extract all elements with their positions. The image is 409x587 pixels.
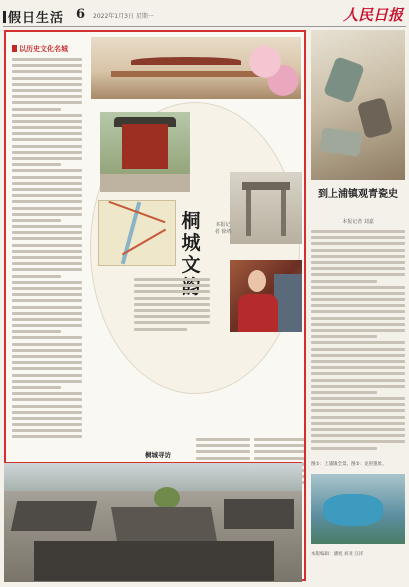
- text-line: [12, 343, 82, 346]
- text-line: [311, 292, 405, 295]
- text-line: [311, 391, 377, 394]
- text-line: [12, 244, 82, 247]
- text-line: [134, 321, 210, 324]
- text-line: [12, 336, 82, 339]
- text-line: [196, 457, 250, 460]
- text-line: [254, 457, 306, 460]
- page-number: 6: [76, 7, 86, 22]
- text-line: [12, 151, 82, 154]
- side-photo-credit: 图①：上浦镇全景。图②：龙窑遗址。: [311, 462, 387, 467]
- text-line: [311, 440, 405, 443]
- text-line: [12, 374, 82, 377]
- text-line: [12, 163, 61, 166]
- text-line: [12, 306, 82, 309]
- visitor-photo: [230, 260, 302, 332]
- text-line: [311, 360, 405, 363]
- photo-captions: [134, 278, 210, 348]
- text-line: [12, 405, 82, 408]
- text-line: [12, 77, 82, 80]
- text-line: [12, 70, 82, 73]
- celadon-shards-photo: [311, 30, 405, 180]
- text-line: [134, 297, 210, 300]
- text-line: [311, 403, 405, 406]
- text-line: [311, 409, 405, 412]
- side-article: [311, 30, 407, 581]
- text-line: [196, 444, 250, 447]
- text-line: [12, 250, 82, 253]
- issue-date: 2022年1月3日 星期一: [93, 13, 154, 20]
- text-line: [311, 341, 405, 344]
- text-line: [134, 328, 187, 331]
- text-line: [12, 58, 82, 61]
- text-line: [311, 304, 405, 307]
- text-line: [134, 303, 210, 306]
- text-line: [12, 398, 82, 401]
- text-line: [311, 317, 405, 320]
- section-subhead: 桐城寻访: [145, 451, 171, 459]
- text-line: [12, 237, 82, 240]
- side-article-title: 到上浦镇观青瓷史: [318, 189, 398, 200]
- feature-byline: 本报记者 徐靖: [214, 222, 232, 235]
- text-line: [12, 275, 61, 278]
- feature-title: 桐城文: [181, 210, 201, 276]
- text-line: [254, 450, 306, 453]
- text-line: [12, 287, 82, 290]
- text-line: [12, 355, 82, 358]
- text-line: [12, 293, 82, 296]
- text-line: [311, 335, 377, 338]
- text-line: [12, 324, 82, 327]
- text-line: [311, 267, 405, 270]
- page-editors: 本版编辑：潘旭 刘亚 汪洋: [311, 552, 364, 557]
- old-town-rooftops-photo: [4, 462, 302, 582]
- text-line: [254, 444, 306, 447]
- text-line: [12, 176, 82, 179]
- text-line: [311, 249, 405, 252]
- text-line: [12, 157, 82, 160]
- text-line: [12, 132, 82, 135]
- text-line: [311, 242, 405, 245]
- text-line: [12, 435, 82, 438]
- text-line: [12, 318, 82, 321]
- text-line: [311, 329, 405, 332]
- text-line: [196, 438, 250, 441]
- text-line: [311, 434, 405, 437]
- text-line: [12, 64, 82, 67]
- text-line: [12, 207, 82, 210]
- text-line: [12, 330, 61, 333]
- kiln-site-photo: [311, 474, 405, 544]
- article-body-column: [12, 58, 82, 463]
- text-line: [12, 89, 82, 92]
- text-line: [311, 447, 377, 450]
- text-line: [311, 379, 405, 382]
- text-line: [12, 299, 82, 302]
- text-line: [311, 366, 405, 369]
- section-name: 假日生活: [8, 11, 65, 26]
- text-line: [12, 392, 82, 395]
- text-line: [311, 422, 405, 425]
- text-line: [12, 361, 82, 364]
- text-line: [311, 323, 405, 326]
- bridge-photo: [91, 37, 301, 99]
- text-line: [311, 273, 405, 276]
- text-line: [12, 380, 82, 383]
- text-line: [12, 262, 82, 265]
- text-line: [12, 200, 82, 203]
- text-line: [12, 101, 82, 104]
- text-line: [311, 348, 405, 351]
- text-line: [311, 280, 377, 283]
- text-line: [12, 281, 82, 284]
- text-line: [254, 438, 306, 441]
- text-line: [12, 138, 82, 141]
- stone-archway-photo: [230, 172, 302, 244]
- text-line: [12, 188, 82, 191]
- text-line: [311, 428, 405, 431]
- text-line: [12, 256, 82, 259]
- text-line: [311, 397, 405, 400]
- page-header: [0, 0, 409, 30]
- text-line: [12, 145, 82, 148]
- text-line: [12, 219, 61, 222]
- text-line: [311, 385, 405, 388]
- text-line: [12, 349, 82, 352]
- text-line: [311, 255, 405, 258]
- text-line: [12, 182, 82, 185]
- text-line: [12, 312, 82, 315]
- side-article-body: [311, 230, 405, 453]
- text-line: [12, 411, 82, 414]
- text-line: [311, 261, 405, 264]
- text-line: [12, 423, 82, 426]
- text-line: [311, 310, 405, 313]
- text-line: [12, 83, 82, 86]
- text-line: [134, 278, 210, 281]
- text-line: [12, 417, 82, 420]
- text-line: [12, 225, 82, 228]
- text-line: [134, 290, 210, 293]
- text-line: [311, 236, 405, 239]
- kicker-text: 以历史文化名城: [19, 45, 68, 53]
- text-line: [311, 230, 405, 233]
- text-line: [12, 126, 82, 129]
- side-article-byline: 本报记者 刘嘉: [342, 219, 374, 225]
- text-line: [12, 194, 82, 197]
- town-map: [98, 200, 176, 266]
- text-line: [196, 450, 250, 453]
- text-line: [12, 231, 82, 234]
- text-line: [12, 429, 82, 432]
- text-line: [12, 120, 82, 123]
- newspaper-logo: 人民日报: [342, 6, 403, 24]
- text-line: [12, 268, 82, 271]
- feature-kicker: [12, 44, 68, 54]
- text-line: [311, 354, 405, 357]
- text-line: [311, 286, 405, 289]
- text-line: [134, 309, 210, 312]
- text-line: [12, 386, 61, 389]
- text-line: [12, 114, 82, 117]
- text-line: [134, 315, 210, 318]
- text-line: [12, 108, 61, 111]
- text-line: [311, 416, 405, 419]
- text-line: [12, 213, 82, 216]
- text-line: [12, 367, 82, 370]
- header-rule: [3, 26, 406, 27]
- temple-gate-photo: [100, 112, 190, 192]
- text-line: [134, 284, 210, 287]
- section-label: [3, 7, 64, 26]
- text-line: [12, 95, 82, 98]
- text-line: [12, 169, 82, 172]
- text-line: [311, 298, 405, 301]
- text-line: [311, 372, 405, 375]
